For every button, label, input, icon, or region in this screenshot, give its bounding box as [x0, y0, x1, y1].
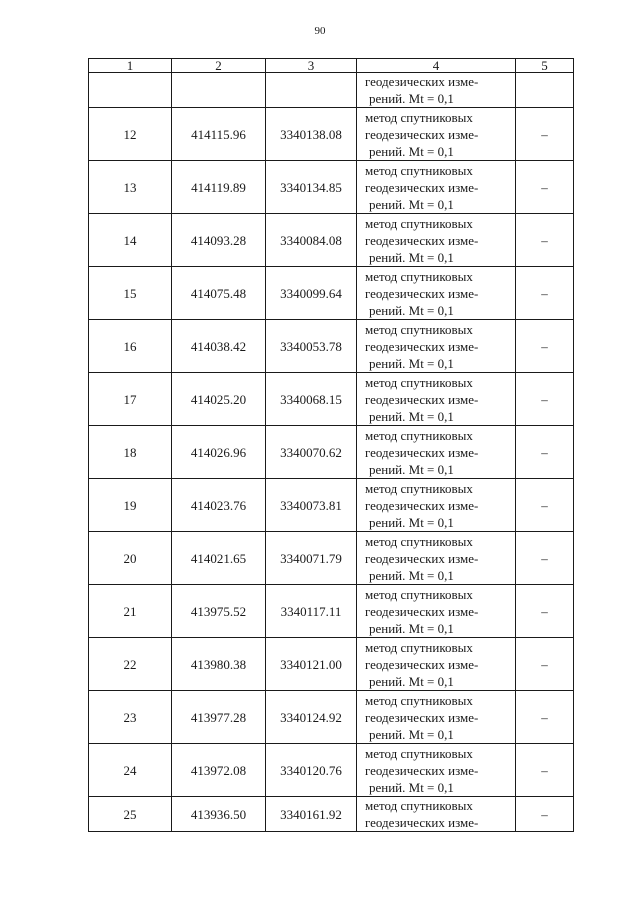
header-col-1: 1 — [89, 59, 172, 73]
page-number: 90 — [314, 25, 326, 37]
cell-note: – — [516, 161, 574, 214]
method-line: метод спутниковых — [365, 374, 473, 390]
table-row — [89, 320, 574, 373]
table-row — [89, 479, 574, 532]
cell-y — [266, 73, 357, 108]
method-line: рений. Mt = 0,1 — [369, 355, 454, 371]
cell-num: 21 — [89, 585, 172, 638]
cell-num: 13 — [89, 161, 172, 214]
cell-num: 17 — [89, 373, 172, 426]
method-line: геодезических изме- — [365, 391, 479, 407]
method-line: геодезических изме- — [365, 338, 479, 354]
method-line: геодезических изме- — [365, 656, 479, 672]
method-line: рений. Mt = 0,1 — [369, 461, 454, 477]
table-row — [89, 585, 574, 638]
cell-num: 24 — [89, 744, 172, 797]
table-row — [89, 214, 574, 267]
cell-method — [357, 691, 516, 744]
method-line: рений. Mt = 0,1 — [369, 567, 454, 583]
method-line: метод спутниковых — [365, 586, 473, 602]
cell-x: 414093.28 — [172, 214, 266, 267]
cell-num: 16 — [89, 320, 172, 373]
cell-y: 3340134.85 — [266, 161, 357, 214]
cell-method — [357, 73, 516, 108]
method-line: метод спутниковых — [365, 268, 473, 284]
cell-note: – — [516, 214, 574, 267]
cell-x: 413936.50 — [172, 797, 266, 832]
table-row — [89, 797, 574, 832]
header-col-3: 3 — [266, 59, 357, 73]
method-line: рений. Mt = 0,1 — [369, 779, 454, 795]
method-line: геодезических изме- — [365, 815, 479, 830]
method-line: метод спутниковых — [365, 745, 473, 761]
coordinates-table — [88, 58, 574, 832]
cell-method — [357, 744, 516, 797]
cell-y: 3340161.92 — [266, 797, 357, 832]
cell-x: 414075.48 — [172, 267, 266, 320]
cell-y: 3340120.76 — [266, 744, 357, 797]
cell-method — [357, 532, 516, 585]
cell-num: 20 — [89, 532, 172, 585]
table-row — [89, 108, 574, 161]
method-line: рений. Mt = 0,1 — [369, 249, 454, 265]
method-line: рений. Mt = 0,1 — [369, 620, 454, 636]
method-line: рений. Mt = 0,1 — [369, 514, 454, 530]
cell-method — [357, 214, 516, 267]
cell-x: 413972.08 — [172, 744, 266, 797]
cell-num: 12 — [89, 108, 172, 161]
cell-note: – — [516, 373, 574, 426]
cell-x: 414119.89 — [172, 161, 266, 214]
cell-num — [89, 73, 172, 108]
cell-x: 414021.65 — [172, 532, 266, 585]
cell-method — [357, 479, 516, 532]
table-row — [89, 638, 574, 691]
cell-note: – — [516, 797, 574, 832]
cell-y: 3340099.64 — [266, 267, 357, 320]
method-line: геодезических изме- — [365, 126, 479, 142]
table-row — [89, 744, 574, 797]
cell-method — [357, 373, 516, 426]
cell-y: 3340084.08 — [266, 214, 357, 267]
cell-y: 3340071.79 — [266, 532, 357, 585]
cell-method — [357, 585, 516, 638]
method-line: метод спутниковых — [365, 692, 473, 708]
table-row — [89, 373, 574, 426]
method-line: геодезических изме- — [365, 603, 479, 619]
cell-num: 19 — [89, 479, 172, 532]
cell-num: 25 — [89, 797, 172, 832]
cell-num: 18 — [89, 426, 172, 479]
cell-note — [516, 73, 574, 108]
header-col-2: 2 — [172, 59, 266, 73]
table-row — [89, 532, 574, 585]
table-row — [89, 267, 574, 320]
cell-method — [357, 108, 516, 161]
method-line: геодезических изме- — [365, 179, 479, 195]
cell-y: 3340117.11 — [266, 585, 357, 638]
method-line: геодезических изме- — [365, 74, 479, 89]
cell-note: – — [516, 585, 574, 638]
cell-y: 3340121.00 — [266, 638, 357, 691]
cell-note: – — [516, 691, 574, 744]
header-col-4: 4 — [357, 59, 516, 73]
method-line: рений. Mt = 0,1 — [369, 673, 454, 689]
method-line: метод спутниковых — [365, 533, 473, 549]
table-row — [89, 691, 574, 744]
table-row — [89, 426, 574, 479]
cell-y: 3340138.08 — [266, 108, 357, 161]
cell-x: 413980.38 — [172, 638, 266, 691]
cell-num: 23 — [89, 691, 172, 744]
cell-note: – — [516, 744, 574, 797]
method-line: рений. Mt = 0,1 — [369, 408, 454, 424]
cell-note: – — [516, 267, 574, 320]
cell-y: 3340073.81 — [266, 479, 357, 532]
cell-method — [357, 320, 516, 373]
cell-method — [357, 797, 516, 832]
method-line: метод спутниковых — [365, 798, 473, 813]
cell-note: – — [516, 426, 574, 479]
method-line: рений. Mt = 0,1 — [369, 143, 454, 159]
cell-note: – — [516, 108, 574, 161]
cell-x: 414025.20 — [172, 373, 266, 426]
cell-y: 3340070.62 — [266, 426, 357, 479]
cell-method — [357, 638, 516, 691]
cell-y: 3340053.78 — [266, 320, 357, 373]
cell-x — [172, 73, 266, 108]
header-col-5: 5 — [516, 59, 574, 73]
cell-method — [357, 161, 516, 214]
cell-x: 413975.52 — [172, 585, 266, 638]
cell-y: 3340068.15 — [266, 373, 357, 426]
method-line: рений. Mt = 0,1 — [369, 196, 454, 212]
cell-x: 414023.76 — [172, 479, 266, 532]
cell-num: 15 — [89, 267, 172, 320]
method-line: рений. Mt = 0,1 — [369, 726, 454, 742]
method-line: метод спутниковых — [365, 321, 473, 337]
cell-num: 14 — [89, 214, 172, 267]
table-row — [89, 161, 574, 214]
continued-row — [89, 73, 574, 108]
method-line: геодезических изме- — [365, 497, 479, 513]
cell-x: 414038.42 — [172, 320, 266, 373]
method-line: метод спутниковых — [365, 109, 473, 125]
cell-method — [357, 267, 516, 320]
cell-x: 414026.96 — [172, 426, 266, 479]
method-line: геодезических изме- — [365, 762, 479, 778]
cell-x: 414115.96 — [172, 108, 266, 161]
method-line: метод спутниковых — [365, 639, 473, 655]
table-header-row — [89, 59, 574, 73]
method-line: геодезических изме- — [365, 444, 479, 460]
method-line: геодезических изме- — [365, 550, 479, 566]
method-line: метод спутниковых — [365, 215, 473, 231]
cell-num: 22 — [89, 638, 172, 691]
cell-method — [357, 426, 516, 479]
method-line: геодезических изме- — [365, 232, 479, 248]
cell-note: – — [516, 532, 574, 585]
method-line: геодезических изме- — [365, 709, 479, 725]
method-line: геодезических изме- — [365, 285, 479, 301]
method-line: метод спутниковых — [365, 427, 473, 443]
method-line: метод спутниковых — [365, 162, 473, 178]
cell-note: – — [516, 320, 574, 373]
cell-note: – — [516, 479, 574, 532]
method-line: рений. Mt = 0,1 — [369, 302, 454, 318]
cell-note: – — [516, 638, 574, 691]
cell-y: 3340124.92 — [266, 691, 357, 744]
cell-x: 413977.28 — [172, 691, 266, 744]
method-line: рений. Mt = 0,1 — [369, 91, 454, 106]
method-line: метод спутниковых — [365, 480, 473, 496]
